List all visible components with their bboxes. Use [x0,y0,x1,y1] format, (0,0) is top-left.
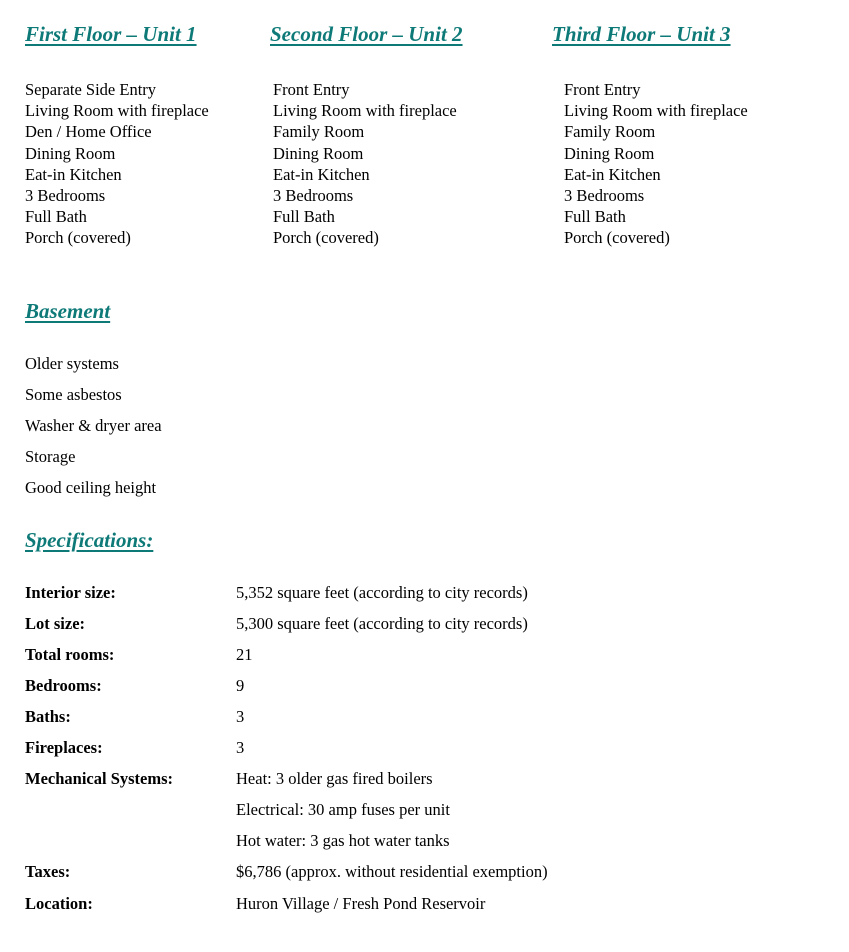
spec-value: 5,352 square feet (according to city records) [236,583,528,602]
unit-2-feature: Living Room with fireplace [273,101,457,121]
unit-3-features-list [564,79,748,249]
unit-3-feature: Front Entry [564,80,641,99]
unit-2-feature: Full Bath [273,207,335,227]
specifications-heading: Specifications: [25,528,154,552]
basement-item: Storage [25,447,76,466]
spec-row-fireplaces [25,738,825,769]
spec-row-electrical [25,800,825,831]
spec-row-lot-size [25,614,825,645]
spec-value: Heat: 3 older gas fired boilers [236,769,433,788]
unit-2-feature: Front Entry [273,80,350,99]
unit-1-features-list [25,79,209,249]
unit-1-feature: Porch (covered) [25,228,131,248]
spec-value: 21 [236,645,253,664]
spec-label: Interior size: [25,583,116,602]
unit-2-feature: Dining Room [273,143,364,163]
spec-row-hot-water [25,831,825,862]
unit-1-feature: Eat-in Kitchen [25,164,122,184]
spec-label: Fireplaces: [25,738,103,757]
spec-row-taxes [25,862,825,893]
spec-value: 5,300 square feet (according to city records) [236,614,528,633]
unit-2-heading: Second Floor – Unit 2 [270,22,463,46]
spec-label: Lot size: [25,614,86,633]
spec-row-interior-size [25,583,825,614]
basement-item: Some asbestos [25,385,122,404]
unit-2-feature: Porch (covered) [273,228,379,248]
basement-heading: Basement [25,299,111,323]
spec-label: Bedrooms: [25,676,102,695]
unit-1-feature: Dining Room [25,143,116,163]
spec-row-mechanical-systems [25,769,825,800]
unit-1-feature: Den / Home Office [25,122,152,142]
unit-2-feature: Family Room [273,122,365,142]
spec-row-total-rooms [25,645,825,676]
unit-1-feature: Separate Side Entry [25,80,157,99]
spec-label: Mechanical Systems: [25,769,174,788]
unit-3-feature: Porch (covered) [564,228,670,248]
spec-label: Location: [25,894,93,913]
unit-2-features-list [273,79,457,249]
unit-2-feature: Eat-in Kitchen [273,164,370,184]
spec-value: $6,786 (approx. without residential exemption) [236,862,548,881]
spec-value: 9 [236,676,245,695]
unit-1-heading: First Floor – Unit 1 [25,22,197,46]
unit-3-heading: Third Floor – Unit 3 [552,22,731,46]
spec-row-bedrooms [25,676,825,707]
basement-item: Good ceiling height [25,478,157,497]
spec-value: 3 [236,738,245,757]
spec-value: Huron Village / Fresh Pond Reservoir [236,894,486,913]
spec-row-baths [25,707,825,738]
unit-1-feature: Full Bath [25,207,87,227]
unit-1-feature: Living Room with fireplace [25,101,209,121]
spec-row-location [25,894,825,925]
basement-item: Older systems [25,354,119,373]
spec-label: Total rooms: [25,645,115,664]
spec-value: 3 [236,707,245,726]
spec-label: Baths: [25,707,71,726]
unit-3-feature: Dining Room [564,143,655,163]
spec-value: Hot water: 3 gas hot water tanks [236,831,450,850]
unit-2-feature: 3 Bedrooms [273,185,354,205]
spec-label: Taxes: [25,862,71,881]
unit-3-feature: Family Room [564,122,656,142]
unit-3-feature: Full Bath [564,207,626,227]
unit-1-feature: 3 Bedrooms [25,185,106,205]
spec-value: Electrical: 30 amp fuses per unit [236,800,450,819]
unit-3-feature: 3 Bedrooms [564,185,645,205]
unit-3-feature: Eat-in Kitchen [564,164,661,184]
basement-list [25,352,162,507]
unit-3-feature: Living Room with fireplace [564,101,748,121]
basement-item: Washer & dryer area [25,416,162,435]
